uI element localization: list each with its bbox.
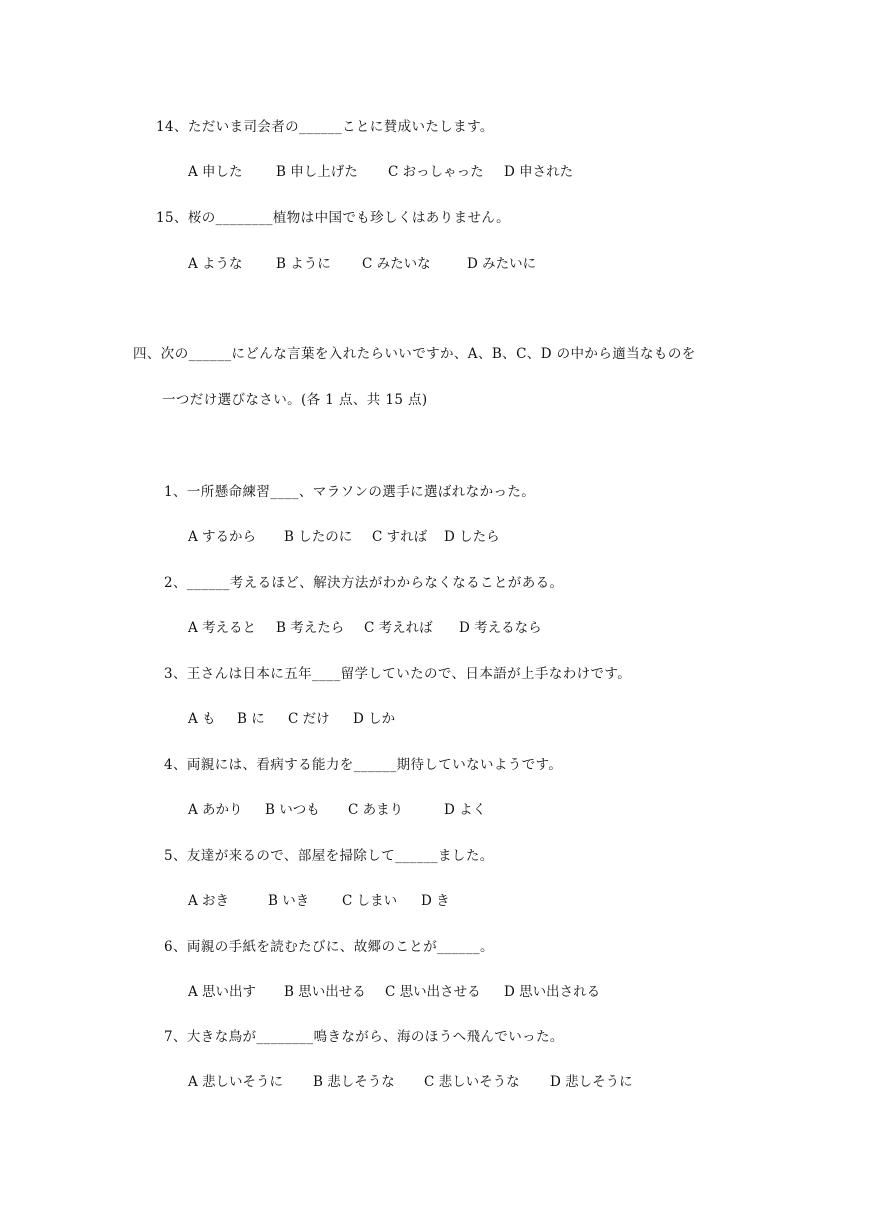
- q14-option-b: B 申し上げた: [276, 164, 358, 180]
- q1-option-d: D したら: [444, 529, 500, 545]
- q6-option-b: B 思い出せる: [284, 984, 366, 1000]
- q3-option-b: B に: [237, 711, 265, 727]
- question-3: 3、王さんは日本に五年____留学していたので、日本語が上手なわけです。: [164, 666, 632, 682]
- q6-option-c: C 思い出させる: [385, 984, 481, 1000]
- q15-option-d: D みたいに: [467, 256, 537, 272]
- q2-option-a: A 考えると: [188, 620, 257, 636]
- q7-option-b: B 悲しそうな: [313, 1074, 395, 1090]
- q7-option-c: C 悲しいそうな: [424, 1074, 520, 1090]
- q7-option-a: A 悲しいそうに: [188, 1074, 284, 1090]
- q3-option-c: C だけ: [288, 711, 330, 727]
- q7-option-d: D 悲しそうに: [550, 1074, 633, 1090]
- q1-option-c: C すれば: [372, 529, 428, 545]
- q14-option-a: A 申した: [188, 164, 243, 180]
- q4-option-c: C あまり: [348, 802, 404, 818]
- q15-option-c: C みたいな: [362, 256, 431, 272]
- question-6: 6、両親の手紙を読むたびに、故郷のことが______。: [164, 939, 494, 955]
- q6-option-a: A 思い出す: [188, 984, 257, 1000]
- question-5: 5、友達が来るので、部屋を掃除して______ました。: [164, 848, 494, 864]
- q4-option-b: B いつも: [265, 802, 320, 818]
- q1-option-a: A するから: [188, 529, 257, 545]
- q14-option-d: D 申された: [504, 164, 574, 180]
- q5-option-b: B いき: [268, 893, 310, 909]
- q4-option-a: A あかり: [188, 802, 243, 818]
- question-14: 14、ただいま司会者の______ことに賛成いたします。: [156, 119, 494, 135]
- section-4-heading: 四、次の______にどんな言葉を入れたらいいですか、A、B、C、D の中から適当なものを: [133, 346, 696, 362]
- q2-option-c: C 考えれば: [364, 620, 433, 636]
- question-7: 7、大きな鳥が________鳴きながら、海のほうへ飛んでいった。: [164, 1029, 564, 1045]
- q5-option-d: D き: [421, 893, 450, 909]
- q6-option-d: D 思い出される: [504, 984, 601, 1000]
- q3-option-a: A も: [188, 711, 216, 727]
- q2-option-d: D 考えるなら: [459, 620, 542, 636]
- question-2: 2、______考えるほど、解決方法がわからなくなることがある。: [164, 575, 564, 591]
- q15-option-b: B ように: [276, 256, 331, 272]
- q14-option-c: C おっしゃった: [388, 164, 484, 180]
- q5-option-a: A おき: [188, 893, 230, 909]
- q5-option-c: C しまい: [342, 893, 398, 909]
- q15-option-a: A ような: [188, 256, 243, 272]
- q3-option-d: D しか: [353, 711, 396, 727]
- question-15: 15、桜の________植物は中国でも珍しくはありません。: [156, 210, 510, 226]
- q1-option-b: B したのに: [284, 529, 353, 545]
- question-4: 4、両親には、看病する能力を______期待していないようです。: [164, 757, 563, 773]
- section-4-instructions: 一つだけ選びなさい。(各 1 点、共 15 点): [162, 392, 428, 408]
- q4-option-d: D よく: [444, 802, 487, 818]
- question-1: 1、一所懸命練習____、マラソンの選手に選ばれなかった。: [164, 484, 536, 500]
- q2-option-b: B 考えたら: [276, 620, 345, 636]
